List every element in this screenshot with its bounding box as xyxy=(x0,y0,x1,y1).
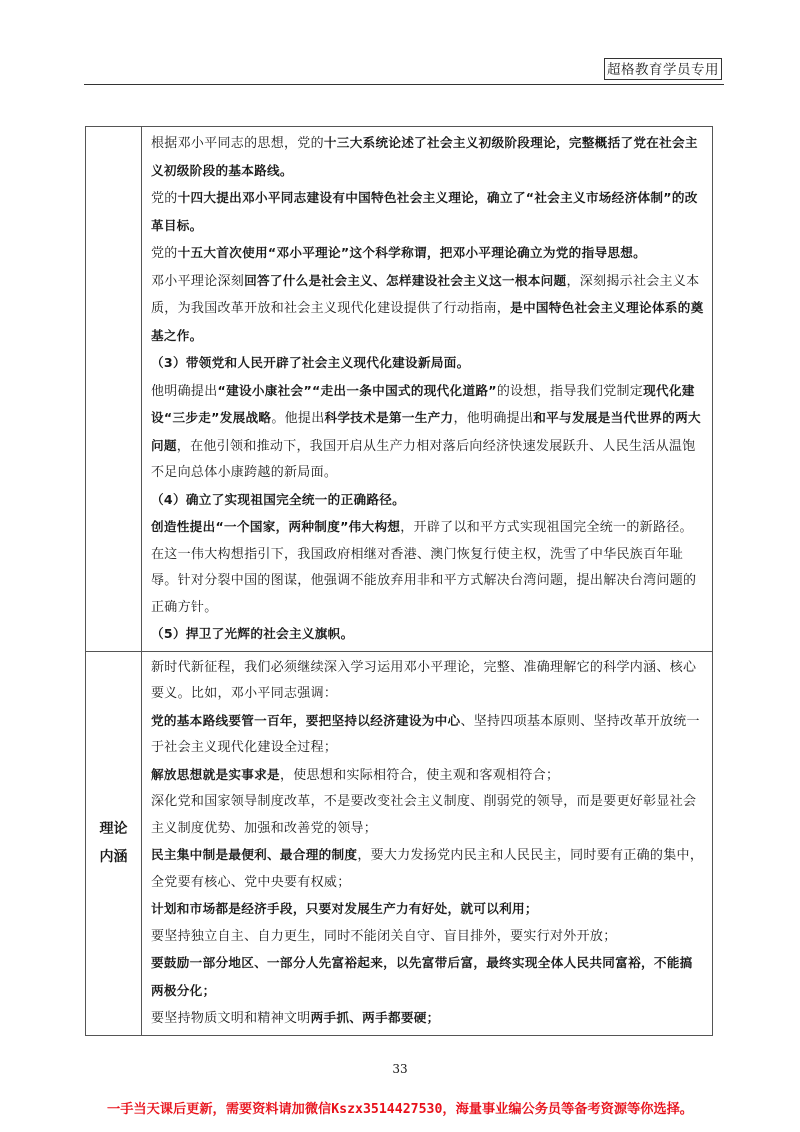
bold-text-run: （4）确立了实现祖国完全统一的正确路径。 xyxy=(151,491,406,507)
paragraph xyxy=(151,514,704,621)
text-run: ，在他引领和推动下，我国开启从生产力相对落后向经济快速发展跃升、人民生活从温饱不足向总体小康跨越的新局面。 xyxy=(151,438,696,480)
text-run: 要坚持独立自主、自力更生，同时不能闭关自守、盲目排外，要实行对外开放； xyxy=(151,928,617,944)
text-run: ，使思想和实际相符合，使主观和客观相符合； xyxy=(279,767,560,783)
bold-text-run: 两手抓、两手都要硬； xyxy=(310,1010,440,1025)
paragraph xyxy=(151,240,704,268)
bold-text-run: “建设小康社会”“走出一条中国式的现代化道路” xyxy=(217,382,497,398)
section2-label-line1: 理论 xyxy=(99,821,128,837)
paragraph xyxy=(151,950,704,1005)
bold-text-run: 和平与发展是当代世界的两大问题 xyxy=(151,410,701,453)
paragraph xyxy=(151,378,704,487)
paragraph xyxy=(151,185,704,240)
bold-text-run: （3）带领党和人民开辟了社会主义现代化建设新局面。 xyxy=(151,355,470,370)
text-run: 要坚持物质文明和精神文明 xyxy=(151,1011,311,1026)
text-run: ，深刻揭示社会主义本质，为我国改革开放和社会主义现代化建设提供了行动指南， xyxy=(151,273,700,316)
bold-text-run: 要鼓励一部分地区、一部分人先富裕起来，以先富带后富，最终实现全体人民共同富裕，不能搞两极分化； xyxy=(151,955,693,998)
section2-label-line2: 内涵 xyxy=(99,849,128,865)
table-row xyxy=(86,651,713,1035)
paragraph xyxy=(151,350,704,378)
text-run: 深化党和国家领导制度改革，不是要改变社会主义制度、削弱党的领导，而是要更好彰显社会主义制度优势、加强和改善党的领导； xyxy=(151,794,697,836)
paragraph xyxy=(151,1005,704,1033)
paragraph xyxy=(151,789,704,842)
bold-text-run: 十三大系统论述了社会主义初级阶段理论，完整概括了党在社会主义初级阶段的基本路线。 xyxy=(151,135,698,178)
bold-text-run: 创造性提出“一个国家，两种制度”伟大构想 xyxy=(151,519,401,534)
bold-text-run: 科学技术是第一生产力 xyxy=(324,410,454,425)
section1-content-cell xyxy=(142,127,713,652)
text-run: ，开辟了以和平方式实现祖国完全统一的新路径。在这一伟大构想指引下，我国政府相继对香港、澳门恢复行使主权，洗雪了中华民族百年耻辱。针对分裂中国的图谋，他强调不能放弃用非和平方式解决台湾问题，提出解决台湾问题的正确方针。 xyxy=(151,520,697,615)
section2-label-cell xyxy=(86,651,142,1035)
section2-content xyxy=(142,652,712,1035)
bold-text-run: 十四大提出邓小平同志建设有中国特色社会主义理论，确立了“社会主义市场经济体制”的改革目标。 xyxy=(151,190,698,233)
paragraph xyxy=(151,842,704,896)
text-run: 党的 xyxy=(151,191,178,206)
text-run: 根据邓小平同志的思想，党的 xyxy=(151,136,324,151)
bold-text-run: 回答了什么是社会主义、怎样建设社会主义这一根本问题 xyxy=(244,272,567,288)
content-table xyxy=(85,126,713,1036)
section2-content-cell xyxy=(142,651,713,1035)
bold-text-run: 现代化建设“三步走”发展战略 xyxy=(151,382,695,425)
paragraph xyxy=(151,130,704,185)
bold-text-run: 十五大首次使用“邓小平理论”这个科学称谓，把邓小平理论确立为党的指导思想。 xyxy=(177,245,647,260)
text-run: 邓小平理论深刻 xyxy=(151,273,245,289)
paragraph xyxy=(151,924,704,951)
text-run: 的设想，指导我们党制定 xyxy=(496,383,644,399)
text-run: 他明确提出 xyxy=(151,383,218,399)
text-run: 。他提出 xyxy=(271,411,325,426)
text-run: 党的 xyxy=(151,246,178,261)
paragraph xyxy=(151,896,704,924)
text-run: 新时代新征程，我们必须继续深入学习运用邓小平理论，完整、准确理解它的科学内涵、核心要义。比如，邓小平同志强调： xyxy=(151,659,697,701)
section1-content xyxy=(142,127,712,651)
paragraph xyxy=(151,621,704,649)
bold-text-run: 解放思想就是实事求是 xyxy=(151,766,280,782)
text-run: ，他明确提出 xyxy=(453,411,534,426)
bold-text-run: 党的基本路线要管一百年，要把坚持以经济建设为中心 xyxy=(151,712,461,728)
paragraph xyxy=(151,655,704,708)
footer-note: 一手当天课后更新，需要资料请加微信Kszx3514427530，海量事业编公务员等备考资源等你选择。 xyxy=(107,1102,693,1117)
bold-text-run: 计划和市场都是经济手段，只要对发展生产力有好处，就可以利用； xyxy=(151,901,538,916)
page-number: 33 xyxy=(392,1062,408,1076)
bold-text-run: （5）捍卫了光辉的社会主义旗帜。 xyxy=(151,626,354,641)
paragraph xyxy=(151,708,704,762)
paragraph xyxy=(151,268,704,351)
text-run: 、坚持四项基本原则、坚持改革开放统一于社会主义现代化建设全过程； xyxy=(151,713,700,755)
header-rule xyxy=(84,84,724,85)
bold-text-run: 是中国特色社会主义理论体系的奠基之作。 xyxy=(151,300,704,343)
bold-text-run: 民主集中制是最便利、最合理的制度 xyxy=(151,847,358,862)
section1-label-cell xyxy=(86,127,142,652)
table-row xyxy=(86,127,713,652)
header-label: 超格教育学员专用 xyxy=(604,58,722,80)
paragraph xyxy=(151,762,704,790)
text-run: ，要大力发扬党内民主和人民民主，同时要有正确的集中，全党要有核心、党中央要有权威； xyxy=(151,848,704,890)
paragraph xyxy=(151,487,704,515)
